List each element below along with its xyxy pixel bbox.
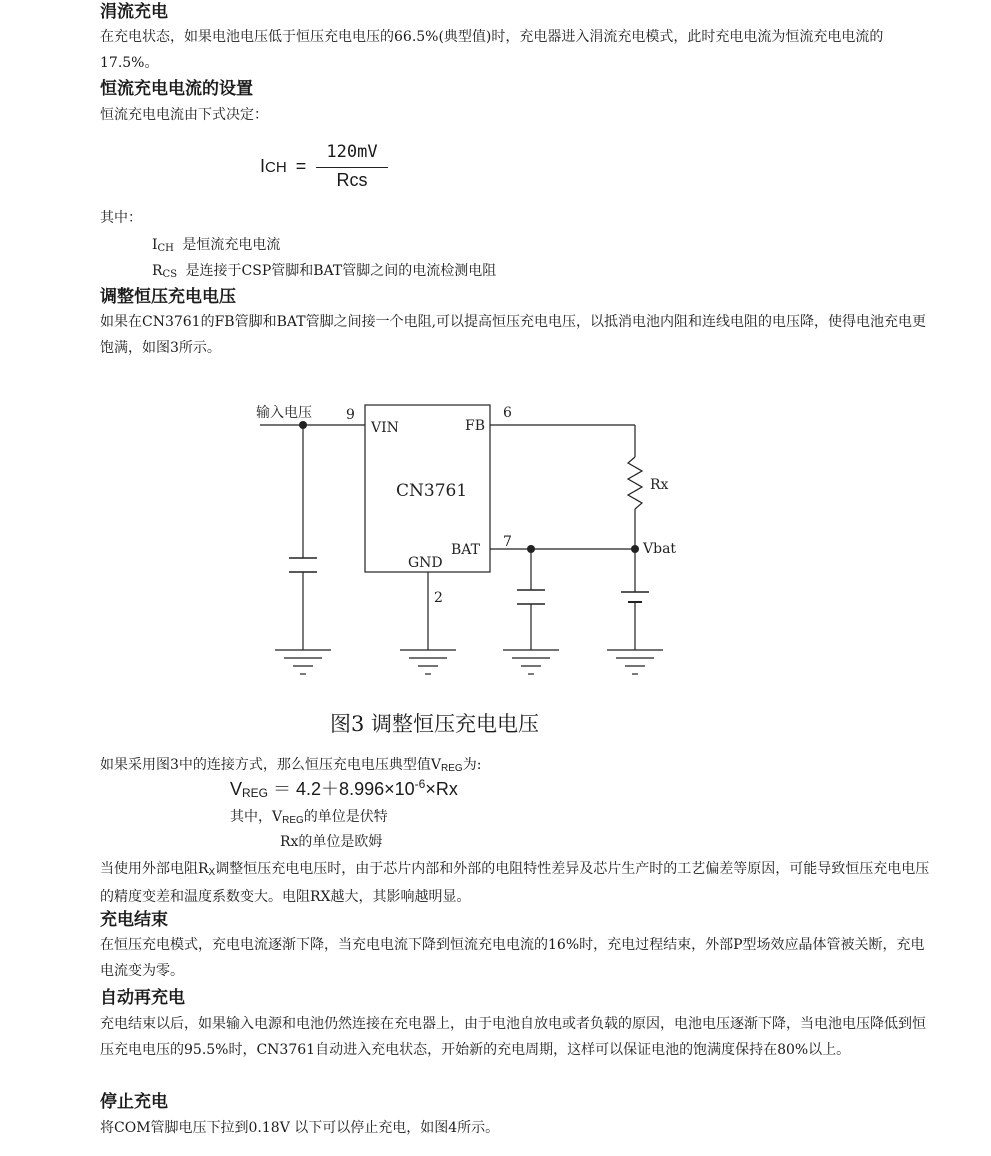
vreg-unit-volts-tail: 的单位是伏特 [303,809,388,825]
rx-note-sub: X [208,867,216,878]
paragraph-cv-adjust: 如果在CN3761的FB管脚和BAT管脚之间接一个电阻,可以提高恒压充电电压，以抵消电池内阻和连线电阻的电压降，使得电池充电更饱满，如图3所示。 [100,314,927,356]
figure3-caption: 图3 调整恒压充电电压 [330,712,540,736]
pin-fb-number: 6 [503,405,512,421]
vreg-eq-tail: ×Rx [425,779,458,799]
formula-denominator: Rcs [336,170,368,190]
pin-fb-label: FB [465,418,486,434]
paragraph-auto-recharge: 充电结束以后，如果输入电源和电池仍然连接在充电器上，由于电池自放电或者负载的原因，电池电压逐渐下降，当电池电压降低到恒压充电电压的95.5%时，CN3761自动进入充电状态，开始新的充电周期，这样可以保证电池的饱满度保持在80%以上。 [100,1016,926,1058]
formula-fraction-bar [316,167,388,168]
ground-symbol-4 [607,650,663,674]
vreg-eq-symbol: V [230,779,243,799]
def-rcs [152,259,496,285]
def-rcs-symbol: R [152,263,163,279]
pin-vin-number: 9 [346,407,355,423]
rx-note-tail: 调整恒压充电电压时，由于芯片内部和外部的电阻特性差异及芯片生产时的工艺偏差等原因，可能导致恒压充电电压的精度变差和温度系数变大。电阻RX越大，其影响越明显。 [100,861,930,905]
def-ich [152,233,280,259]
vreg-intro-text: 如果采用图3中的连接方式，那么恒压充电电压典型值V [100,757,442,773]
chip-name-label: CN3761 [396,481,468,501]
ground-symbol-2 [400,650,456,674]
formula-numerator: 120mV [326,142,378,162]
pin-vin-label: VIN [371,420,399,436]
vreg-unit-volts [230,805,388,831]
resistor-rx-symbol [628,457,642,509]
def-ich-sub: CH [157,243,174,254]
vreg-intro-tail: 为: [462,757,482,773]
def-ich-symbol: I [152,237,158,253]
def-rcs-text: 是连接于CSP管脚和BAT管脚之间的电流检测电阻 [185,263,497,279]
formula-lhs: I [260,156,266,176]
ground-symbol-1 [275,650,331,674]
rx-note-paragraph [100,856,930,910]
vreg-intro-sub: REG [441,763,463,774]
heading-cc-setting: 恒流充电电流的设置 [100,79,253,99]
figure3-circuit-diagram [250,395,690,685]
vreg-equation [230,775,458,801]
ground-symbol-3 [503,650,559,674]
vbat-label: Vbat [643,541,677,557]
pin-gnd-number: 2 [434,590,443,606]
heading-cv-adjust: 调整恒压充电电压 [100,287,236,307]
heading-auto-recharge: 自动再充电 [100,988,185,1008]
where-label: 其中： [100,210,142,226]
vreg-eq-exponent: -6 [414,777,426,791]
pin-bat-number: 7 [503,534,512,550]
heading-trickle-charge: 涓流充电 [100,2,168,22]
ich-formula [260,140,460,200]
vreg-eq-sub: REG [242,786,269,800]
vreg-unit-ohms: Rx的单位是欧姆 [280,834,383,850]
heading-charge-end: 充电结束 [100,910,168,930]
formula-lhs-sub: CH [265,159,287,176]
vreg-unit-volts-text: 其中，V [230,809,283,825]
heading-stop-charge: 停止充电 [100,1092,168,1112]
formula-equals: = [295,156,307,176]
vreg-unit-volts-sub: REG [282,815,304,826]
paragraph-stop-charge: 将COM管脚电压下拉到0.18V 以下可以停止充电，如图4所示。 [100,1120,500,1136]
def-rcs-sub: CS [162,269,178,280]
rx-note-text: 当使用外部电阻R [100,861,209,877]
def-ich-text: 是恒流充电电流 [182,237,281,253]
cc-intro: 恒流充电电流由下式决定： [100,107,268,123]
input-voltage-label: 输入电压 [256,405,312,421]
pin-gnd-label: GND [408,555,443,571]
vreg-eq-body: ＝ 4.2＋8.996×10 [268,779,415,799]
pin-bat-label: BAT [451,542,480,558]
paragraph-trickle-charge: 在充电状态，如果电池电压低于恒压充电电压的66.5%(典型值)时，充电器进入涓流充电模式，此时充电电流为恒流充电电流的17.5%。 [100,29,884,71]
paragraph-charge-end: 在恒压充电模式，充电电流逐渐下降，当充电电流下降到恒流充电电流的16%时，充电过程结束，外部P型场效应晶体管被关断，充电电流变为零。 [100,937,925,979]
resistor-rx-label: Rx [650,477,669,493]
